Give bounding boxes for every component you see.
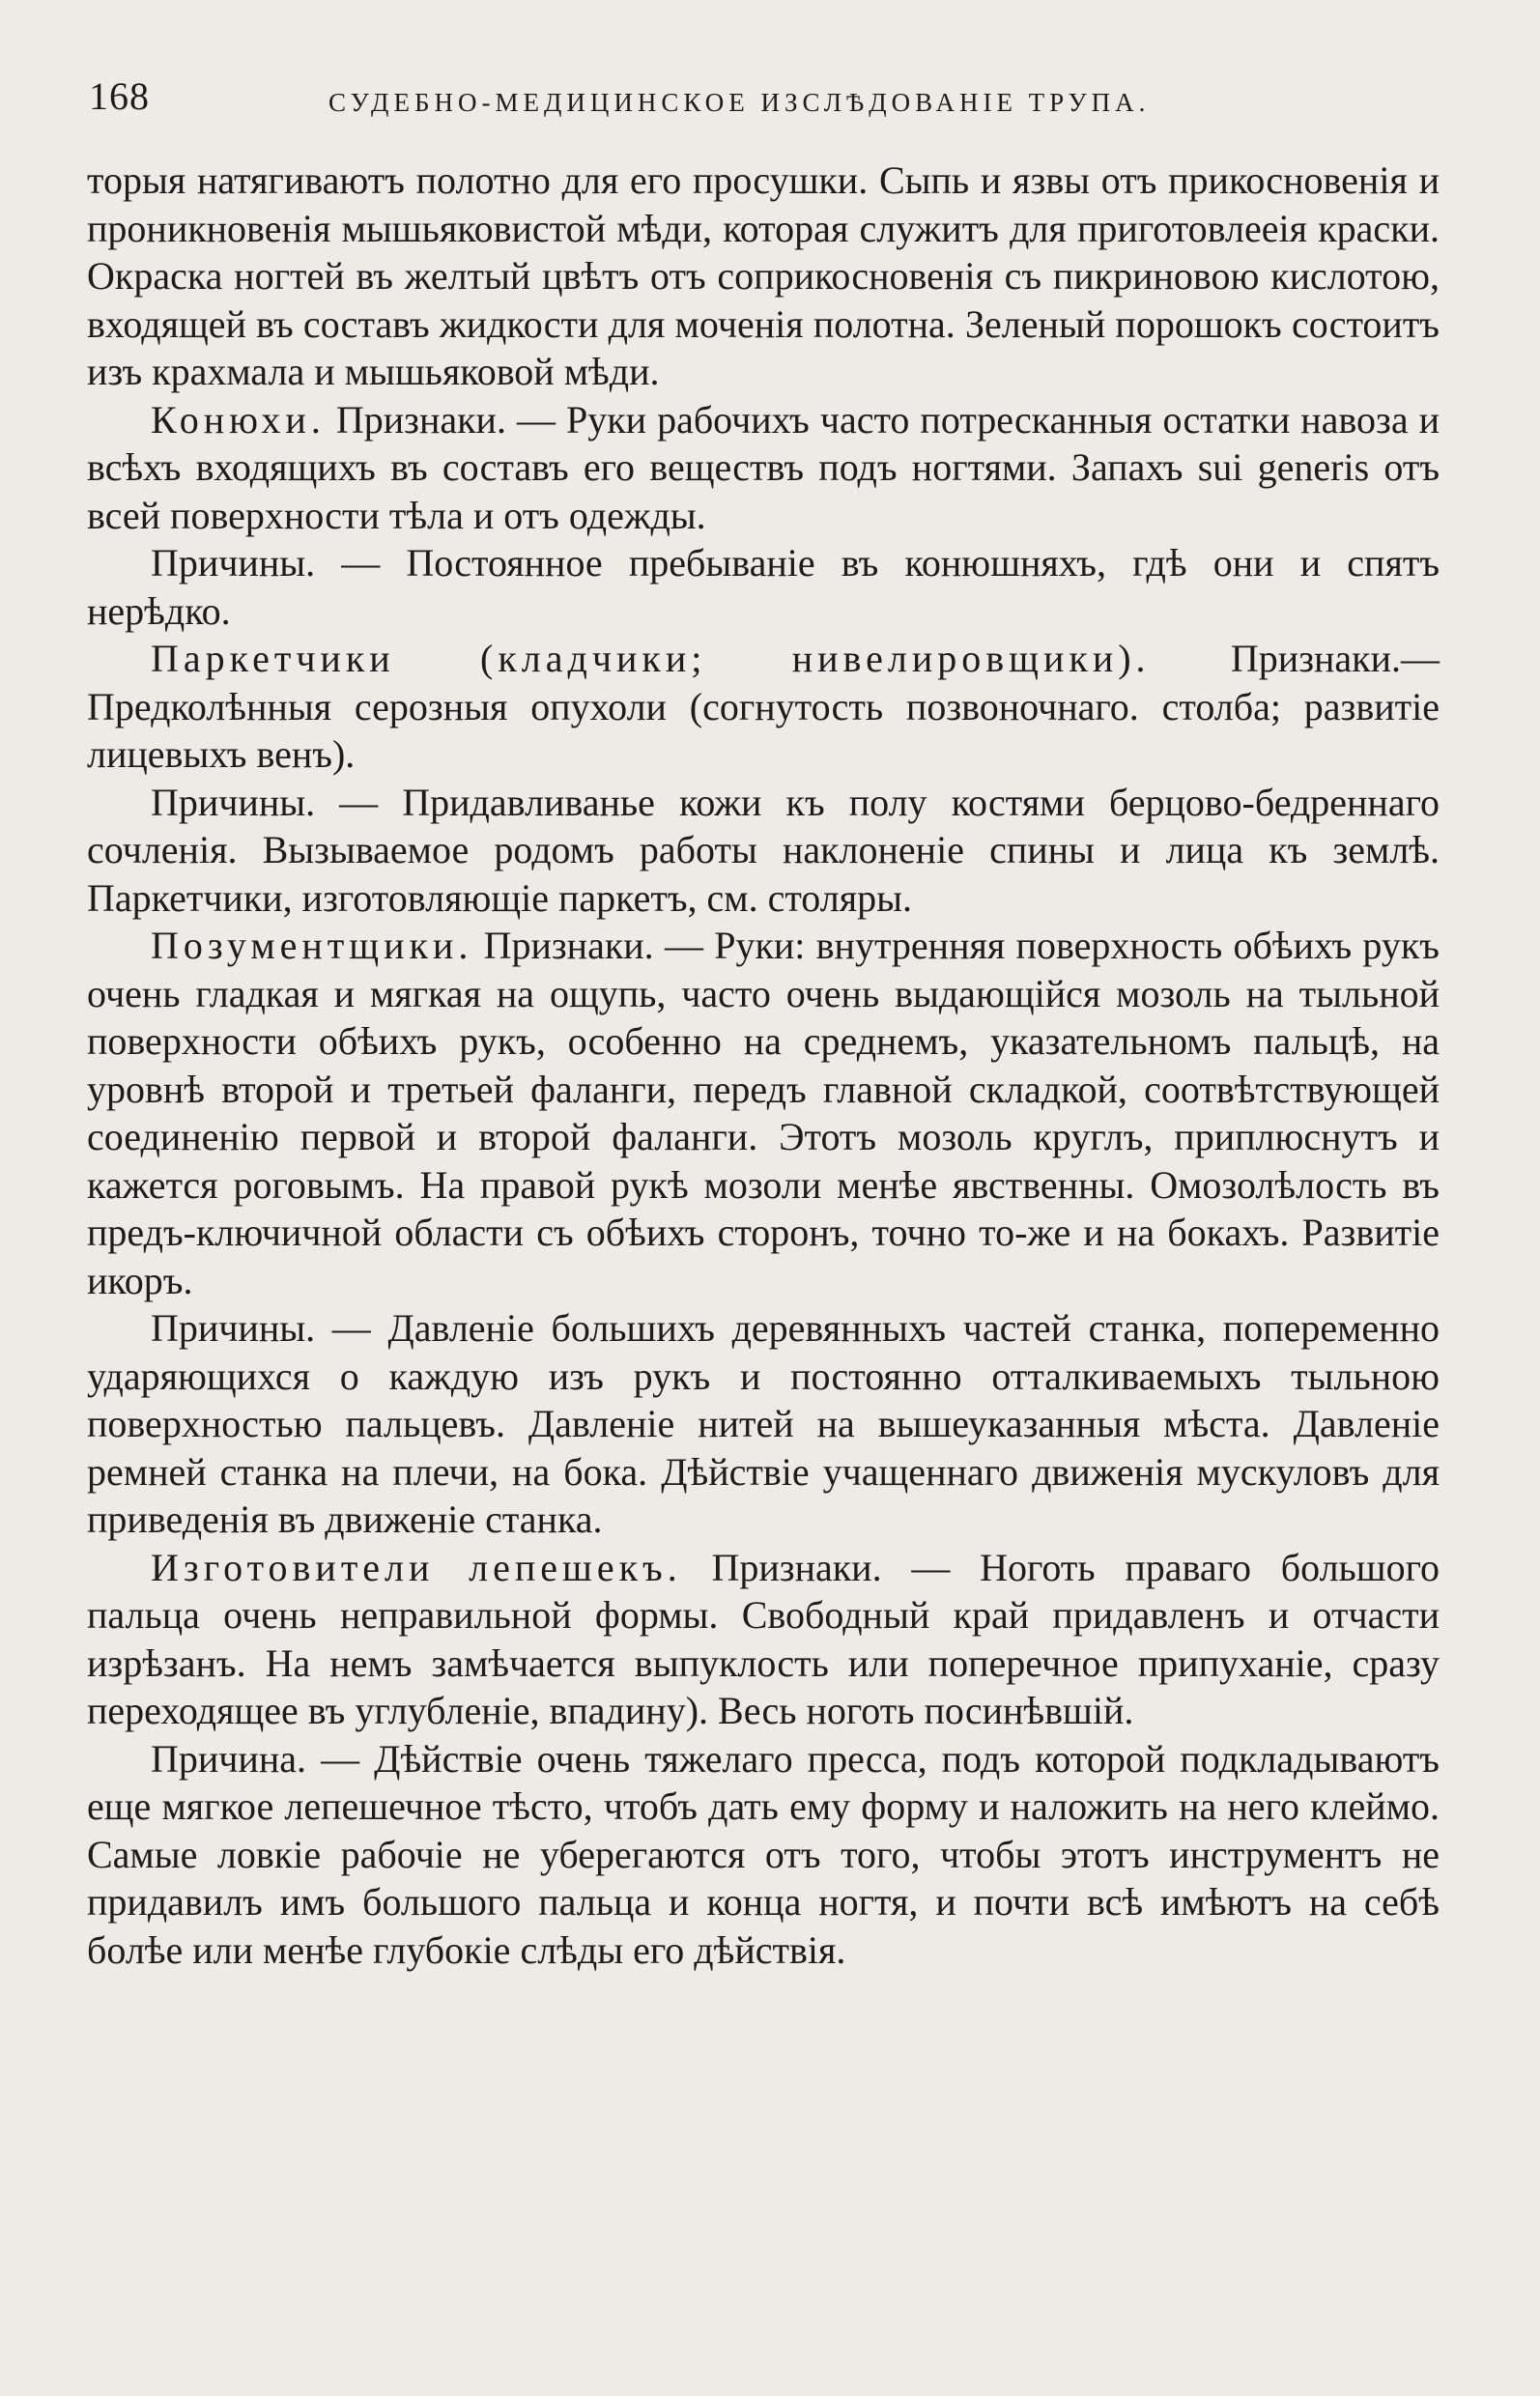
profession-heading: Конюхи. — [151, 397, 326, 442]
paragraph — [87, 635, 1440, 779]
paragraph-text: Признаки. — Руки: внутренняя поверхность обѣихъ рукъ очень гладкая и мягкая на ощупь, часто очень выдающійся мозоль на тыльной поверхности обѣихъ рукъ, особенно на среднемъ, указательномъ пальцѣ, на уровнѣ второй и третьей фаланги, передъ главной складкой, соотвѣтствующей соединенію первой и второй фаланги. Этотъ мозоль круглъ, приплюснутъ и кажется роговымъ. На правой рукѣ мозоли менѣе явственны. Омозолѣлость въ предъ-ключичной области съ обѣихъ сторонъ, точно то-же и на бокахъ. Развитіе икоръ. — [87, 924, 1440, 1302]
paragraph-text: Причины. — Придавливанье кожи къ полу костями берцово-бедреннаго сочленія. Вызываемое родомъ работы наклоненіе спины и лица къ землѣ. Паркетчики, изготовляющіе паркетъ, см. столяры. — [87, 780, 1440, 920]
profession-heading: Изготовители лепешекъ. — [151, 1545, 682, 1589]
running-title: СУДЕБНО-МЕДИЦИНСКОЕ ИЗСЛѢДОВАНІЕ ТРУПА. — [328, 88, 1151, 117]
paragraph-text: Признаки.— Предколѣнныя серозныя опухоли (согнутость позвоночнаго. столба; развитіе лицевыхъ венъ). — [87, 637, 1440, 776]
paragraph-text: Причины. — Постоянное пребываніе въ конюшняхъ, гдѣ они и спятъ нерѣдко. — [87, 541, 1440, 633]
profession-heading: Позументщики. — [151, 924, 473, 967]
body-text — [87, 157, 1440, 1974]
paragraph — [87, 922, 1440, 1304]
paragraph-text: Признаки. — Руки рабочихъ часто потресканныя остатки навоза и всѣхъ входящихъ въ составъ его веществъ подъ ногтями. Запахъ sui generis отъ всей поверхности тѣла и отъ одежды. — [87, 397, 1440, 537]
paragraph — [87, 539, 1440, 635]
paragraph — [87, 1544, 1440, 1735]
paragraph-text: торыя натягиваютъ полотно для его просушки. Сыпь и язвы отъ прикосновенія и проникновенія мышьяковистой мѣди, которая служитъ для приготовлееія краски. Окраска ногтей въ желтый цвѣтъ отъ соприкосновенія съ пикриновою кислотою, входящей въ составъ жидкости для моченія полотна. Зеленый порошокъ состоитъ изъ крахмала и мышьяковой мѣди. — [87, 158, 1440, 393]
paragraph-text: Причины. — Давленіе большихъ деревянныхъ частей станка, попеременно ударяющихся о каждую изъ рукъ и постоянно отталкиваемыхъ тыльною поверхностью пальцевъ. Давленіе нитей на вышеуказанныя мѣста. Давленіе ремней станка на плечи, на бока. Дѣйствіе учащеннаго движенія мускуловъ для приведенія въ движеніе станка. — [87, 1306, 1440, 1541]
page-number: 168 — [89, 74, 150, 118]
paragraph — [87, 1304, 1440, 1544]
paragraph — [87, 396, 1440, 540]
paragraph-text: Причина. — Дѣйствіе очень тяжелаго пресса, подъ которой подкладываютъ еще мягкое лепешечное тѣсто, чтобъ дать ему форму и наложить на него клеймо. Самые ловкіе рабочіе не уберегаются отъ того, чтобы этотъ инструментъ не придавилъ имъ большого пальца и конца ногтя, и почти всѣ имѣютъ на себѣ болѣе или менѣе глубокіе слѣды его дѣйствія. — [87, 1736, 1440, 1972]
paragraph — [87, 779, 1440, 923]
paragraph — [87, 1735, 1440, 1975]
profession-heading: Паркетчики (кладчики; нивелировщики). — [151, 637, 1151, 680]
paragraph-text: Признаки. — Ноготь праваго большого пальца очень неправильной формы. Свободный край придавленъ и отчасти изрѣзанъ. На немъ замѣчается выпуклость или поперечное припуханіе, сразу переходящее въ углубленіе, впадину). Весь ноготь посинѣвшій. — [87, 1545, 1440, 1732]
page-header — [89, 68, 1461, 126]
paragraph — [87, 157, 1440, 396]
